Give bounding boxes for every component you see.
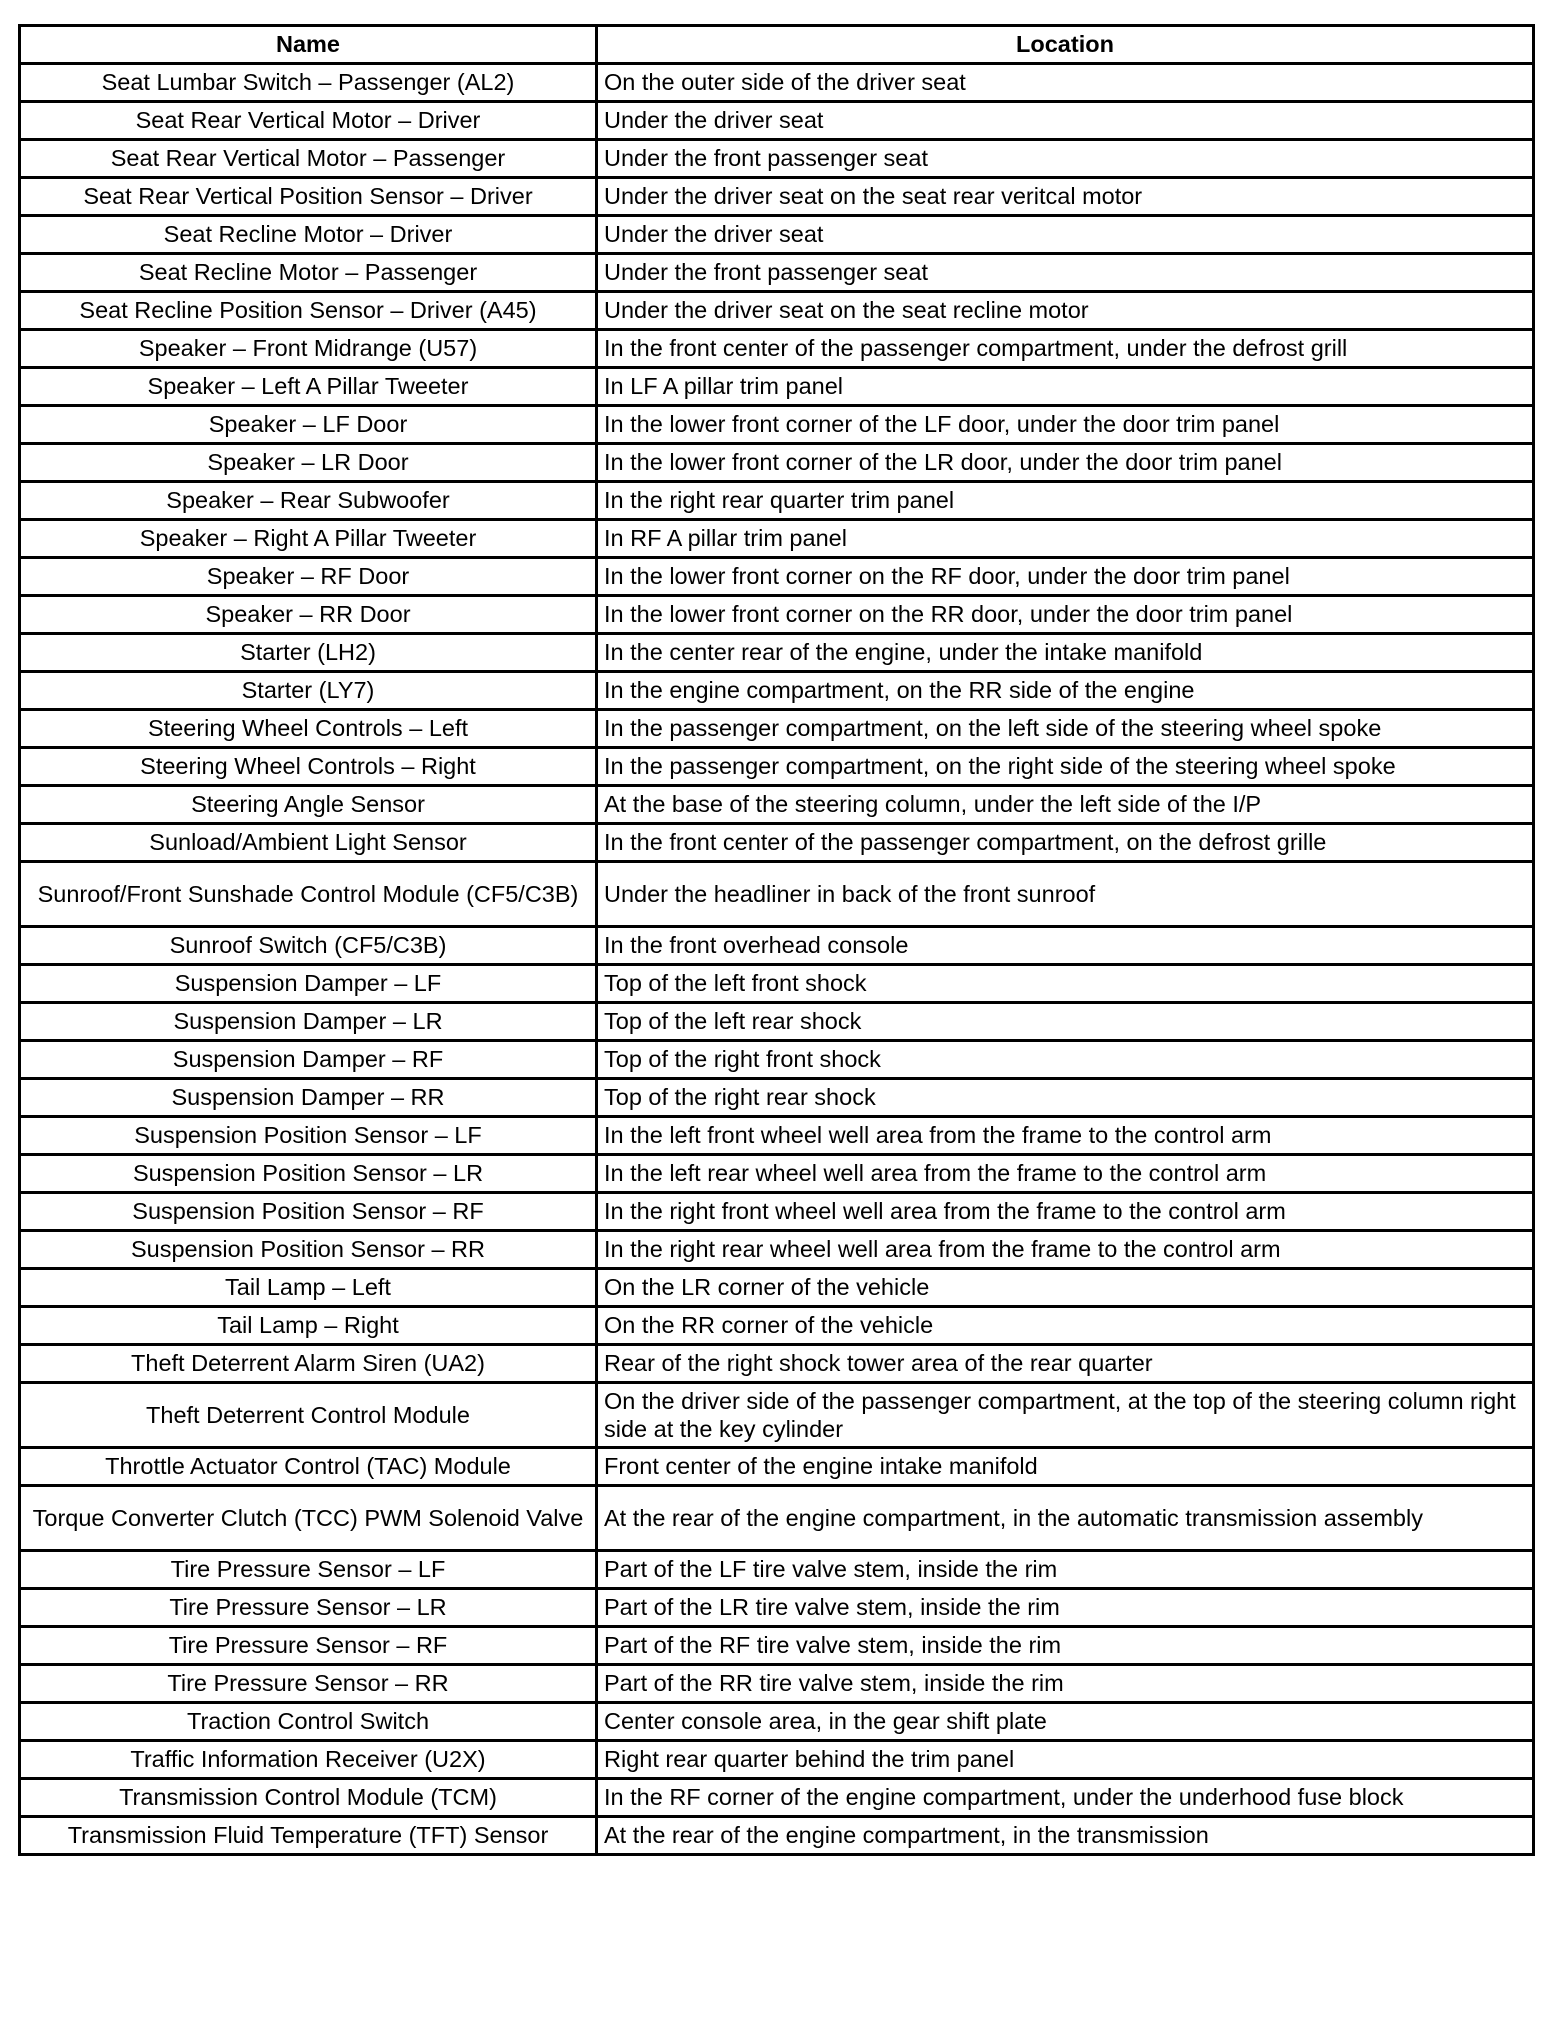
- component-name-cell: Seat Recline Motor – Passenger: [20, 254, 597, 292]
- table-row: [20, 824, 1534, 862]
- table-row: [20, 672, 1534, 710]
- component-name-cell: Throttle Actuator Control (TAC) Module: [20, 1448, 597, 1486]
- component-location-cell: On the LR corner of the vehicle: [597, 1269, 1534, 1307]
- component-location-cell: In the center rear of the engine, under the intake manifold: [597, 634, 1534, 672]
- component-name-cell: Torque Converter Clutch (TCC) PWM Solenoid Valve: [20, 1486, 597, 1551]
- table-row: [20, 102, 1534, 140]
- component-location-cell: Part of the RR tire valve stem, inside the rim: [597, 1665, 1534, 1703]
- component-name-cell: Speaker – Rear Subwoofer: [20, 482, 597, 520]
- component-location-cell: On the RR corner of the vehicle: [597, 1307, 1534, 1345]
- component-name-cell: Tire Pressure Sensor – LR: [20, 1589, 597, 1627]
- table-row: [20, 1079, 1534, 1117]
- component-name-cell: Seat Rear Vertical Position Sensor – Driver: [20, 178, 597, 216]
- table-row: [20, 634, 1534, 672]
- component-name-cell: Tail Lamp – Left: [20, 1269, 597, 1307]
- component-location-cell: In the passenger compartment, on the left side of the steering wheel spoke: [597, 710, 1534, 748]
- component-location-cell: Center console area, in the gear shift plate: [597, 1703, 1534, 1741]
- table-row: [20, 1817, 1534, 1855]
- component-location-cell: Top of the right front shock: [597, 1041, 1534, 1079]
- component-name-cell: Seat Rear Vertical Motor – Passenger: [20, 140, 597, 178]
- component-location-cell: On the outer side of the driver seat: [597, 64, 1534, 102]
- component-name-cell: Steering Angle Sensor: [20, 786, 597, 824]
- component-location-cell: In the right rear wheel well area from the frame to the control arm: [597, 1231, 1534, 1269]
- table-row: [20, 710, 1534, 748]
- component-location-table: [18, 24, 1535, 1856]
- table-row: [20, 965, 1534, 1003]
- component-location-cell: In the passenger compartment, on the right side of the steering wheel spoke: [597, 748, 1534, 786]
- component-location-cell: Part of the LF tire valve stem, inside the rim: [597, 1551, 1534, 1589]
- component-name-cell: Steering Wheel Controls – Left: [20, 710, 597, 748]
- component-location-cell: Under the driver seat: [597, 216, 1534, 254]
- component-name-cell: Sunroof Switch (CF5/C3B): [20, 927, 597, 965]
- table-row: [20, 1345, 1534, 1383]
- component-name-cell: Suspension Position Sensor – RR: [20, 1231, 597, 1269]
- component-name-cell: Seat Lumbar Switch – Passenger (AL2): [20, 64, 597, 102]
- component-name-cell: Suspension Position Sensor – RF: [20, 1193, 597, 1231]
- table-row: [20, 444, 1534, 482]
- table-row: [20, 368, 1534, 406]
- component-location-cell: In LF A pillar trim panel: [597, 368, 1534, 406]
- table-row: [20, 216, 1534, 254]
- component-name-cell: Speaker – RF Door: [20, 558, 597, 596]
- table-row: [20, 1383, 1534, 1448]
- table-row: [20, 558, 1534, 596]
- table-row: [20, 292, 1534, 330]
- component-name-cell: Speaker – LF Door: [20, 406, 597, 444]
- component-location-cell: Under the front passenger seat: [597, 140, 1534, 178]
- component-location-cell: In the lower front corner of the LR door, under the door trim panel: [597, 444, 1534, 482]
- component-location-cell: At the base of the steering column, under the left side of the I/P: [597, 786, 1534, 824]
- component-location-cell: Top of the left front shock: [597, 965, 1534, 1003]
- component-location-cell: In the front center of the passenger compartment, under the defrost grill: [597, 330, 1534, 368]
- table-row: [20, 482, 1534, 520]
- component-name-cell: Theft Deterrent Control Module: [20, 1383, 597, 1448]
- component-name-cell: Sunload/Ambient Light Sensor: [20, 824, 597, 862]
- component-location-cell: Top of the left rear shock: [597, 1003, 1534, 1041]
- component-name-cell: Suspension Position Sensor – LF: [20, 1117, 597, 1155]
- name-column-header: Name: [20, 26, 597, 64]
- component-name-cell: Seat Rear Vertical Motor – Driver: [20, 102, 597, 140]
- component-location-cell: In the RF corner of the engine compartment, under the underhood fuse block: [597, 1779, 1534, 1817]
- component-location-cell: Right rear quarter behind the trim panel: [597, 1741, 1534, 1779]
- table-row: [20, 786, 1534, 824]
- table-row: [20, 1779, 1534, 1817]
- table-row: [20, 862, 1534, 927]
- header-row: [20, 26, 1534, 64]
- table-row: [20, 1307, 1534, 1345]
- table-row: [20, 1003, 1534, 1041]
- component-location-cell: In the left rear wheel well area from the frame to the control arm: [597, 1155, 1534, 1193]
- component-location-cell: In the front center of the passenger compartment, on the defrost grille: [597, 824, 1534, 862]
- location-column-header: Location: [597, 26, 1534, 64]
- component-location-cell: In the right rear quarter trim panel: [597, 482, 1534, 520]
- component-name-cell: Starter (LH2): [20, 634, 597, 672]
- component-name-cell: Tire Pressure Sensor – RF: [20, 1627, 597, 1665]
- table-row: [20, 1193, 1534, 1231]
- component-location-cell: Under the driver seat on the seat recline motor: [597, 292, 1534, 330]
- table-row: [20, 1703, 1534, 1741]
- component-location-cell: Front center of the engine intake manifold: [597, 1448, 1534, 1486]
- component-location-cell: In the right front wheel well area from the frame to the control arm: [597, 1193, 1534, 1231]
- table-row: [20, 1627, 1534, 1665]
- component-location-cell: Rear of the right shock tower area of the rear quarter: [597, 1345, 1534, 1383]
- table-row: [20, 178, 1534, 216]
- component-location-cell: In the lower front corner on the RR door, under the door trim panel: [597, 596, 1534, 634]
- component-name-cell: Suspension Damper – RR: [20, 1079, 597, 1117]
- component-name-cell: Speaker – RR Door: [20, 596, 597, 634]
- table-row: [20, 1486, 1534, 1551]
- component-location-cell: Under the driver seat on the seat rear veritcal motor: [597, 178, 1534, 216]
- table-row: [20, 140, 1534, 178]
- component-location-cell: Part of the RF tire valve stem, inside the rim: [597, 1627, 1534, 1665]
- component-name-cell: Speaker – LR Door: [20, 444, 597, 482]
- component-name-cell: Suspension Position Sensor – LR: [20, 1155, 597, 1193]
- table-row: [20, 1155, 1534, 1193]
- component-name-cell: Traffic Information Receiver (U2X): [20, 1741, 597, 1779]
- component-location-cell: In the front overhead console: [597, 927, 1534, 965]
- table-row: [20, 1741, 1534, 1779]
- table-row: [20, 1589, 1534, 1627]
- table-row: [20, 1231, 1534, 1269]
- component-location-cell: Under the front passenger seat: [597, 254, 1534, 292]
- table-row: [20, 64, 1534, 102]
- table-row: [20, 596, 1534, 634]
- table-row: [20, 1551, 1534, 1589]
- component-name-cell: Theft Deterrent Alarm Siren (UA2): [20, 1345, 597, 1383]
- component-name-cell: Transmission Fluid Temperature (TFT) Sensor: [20, 1817, 597, 1855]
- component-name-cell: Speaker – Front Midrange (U57): [20, 330, 597, 368]
- component-name-cell: Suspension Damper – LR: [20, 1003, 597, 1041]
- table-row: [20, 254, 1534, 292]
- table-row: [20, 1269, 1534, 1307]
- component-location-cell: On the driver side of the passenger compartment, at the top of the steering column right side at the key cylinder: [597, 1383, 1534, 1448]
- table-row: [20, 1448, 1534, 1486]
- component-location-cell: Top of the right rear shock: [597, 1079, 1534, 1117]
- component-name-cell: Seat Recline Motor – Driver: [20, 216, 597, 254]
- component-name-cell: Steering Wheel Controls – Right: [20, 748, 597, 786]
- component-name-cell: Starter (LY7): [20, 672, 597, 710]
- component-name-cell: Traction Control Switch: [20, 1703, 597, 1741]
- component-location-cell: In the lower front corner on the RF door, under the door trim panel: [597, 558, 1534, 596]
- table-row: [20, 1117, 1534, 1155]
- table-row: [20, 406, 1534, 444]
- component-location-cell: Under the headliner in back of the front sunroof: [597, 862, 1534, 927]
- component-location-cell: Under the driver seat: [597, 102, 1534, 140]
- component-name-cell: Tail Lamp – Right: [20, 1307, 597, 1345]
- component-location-cell: In the lower front corner of the LF door, under the door trim panel: [597, 406, 1534, 444]
- table-row: [20, 330, 1534, 368]
- component-name-cell: Tire Pressure Sensor – LF: [20, 1551, 597, 1589]
- component-location-cell: In the engine compartment, on the RR side of the engine: [597, 672, 1534, 710]
- table-row: [20, 1041, 1534, 1079]
- table-row: [20, 1665, 1534, 1703]
- component-location-cell: In RF A pillar trim panel: [597, 520, 1534, 558]
- component-name-cell: Speaker – Left A Pillar Tweeter: [20, 368, 597, 406]
- component-location-cell: At the rear of the engine compartment, in the automatic transmission assembly: [597, 1486, 1534, 1551]
- table-body: [20, 64, 1534, 1855]
- component-location-cell: Part of the LR tire valve stem, inside the rim: [597, 1589, 1534, 1627]
- component-name-cell: Transmission Control Module (TCM): [20, 1779, 597, 1817]
- component-name-cell: Sunroof/Front Sunshade Control Module (CF5/C3B): [20, 862, 597, 927]
- component-location-cell: In the left front wheel well area from the frame to the control arm: [597, 1117, 1534, 1155]
- table-row: [20, 520, 1534, 558]
- component-name-cell: Seat Recline Position Sensor – Driver (A45): [20, 292, 597, 330]
- component-location-cell: At the rear of the engine compartment, in the transmission: [597, 1817, 1534, 1855]
- table-row: [20, 748, 1534, 786]
- component-name-cell: Tire Pressure Sensor – RR: [20, 1665, 597, 1703]
- component-name-cell: Suspension Damper – LF: [20, 965, 597, 1003]
- component-name-cell: Suspension Damper – RF: [20, 1041, 597, 1079]
- component-name-cell: Speaker – Right A Pillar Tweeter: [20, 520, 597, 558]
- table-row: [20, 927, 1534, 965]
